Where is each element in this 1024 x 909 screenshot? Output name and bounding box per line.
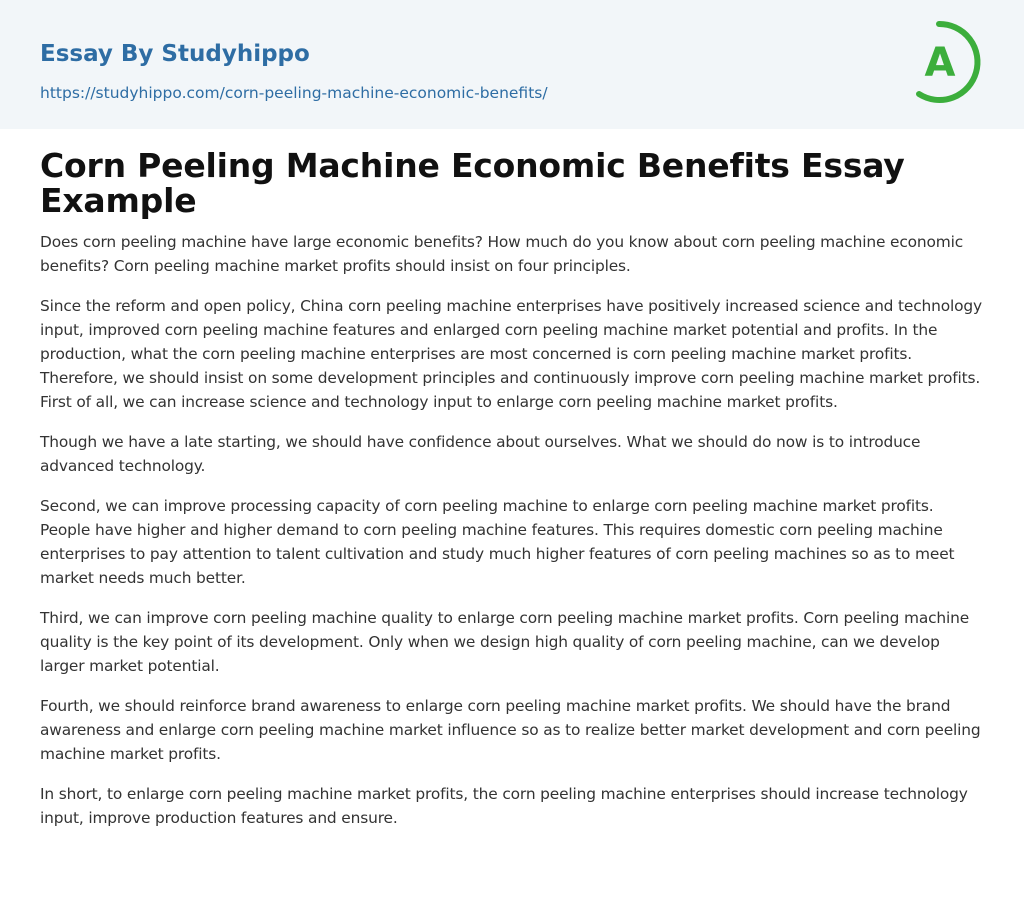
logo-letter: A: [924, 40, 956, 86]
site-brand-link[interactable]: Essay By Studyhippo: [40, 41, 310, 67]
paragraph-3: Though we have a late starting, we should have confidence about ourselves. What we should do now is to introduce advanced technology.: [40, 433, 921, 475]
paragraph-2: Since the reform and open policy, China corn peeling machine enterprises have positively increased science and technology input, improved corn peeling machine features and enlarged corn peeling machine market potential and profits. In the production, what the corn peeling machine enterprises are most concerned is corn peeling machine market profits. Therefore, we should insist on some development principles and continuously improve corn peeling machine market profits. First of all, we can increase science and technology input to enlarge corn peeling machine market profits.: [40, 297, 983, 411]
studyhippo-logo-icon[interactable]: [905, 18, 991, 106]
essay-title: Corn Peeling Machine Economic Benefits Essay Example: [40, 146, 905, 220]
paragraph-1: Does corn peeling machine have large economic benefits? How much do you know about corn peeling machine economic benefits? Corn peeling machine market profits should insist on four principles.: [40, 233, 964, 275]
paragraph-6: Fourth, we should reinforce brand awareness to enlarge corn peeling machine market profits. We should have the brand awareness and enlarge corn peeling machine market influence so as to realize better market development and corn peeling machine market profits.: [40, 697, 981, 763]
paragraph-7: In short, to enlarge corn peeling machine market profits, the corn peeling machine enterprises should increase technology input, improve production features and ensure.: [40, 785, 968, 827]
essay-url-link[interactable]: https://studyhippo.com/corn-peeling-machine-economic-benefits/: [40, 84, 548, 102]
page-header: [0, 0, 1024, 129]
paragraph-4: Second, we can improve processing capacity of corn peeling machine to enlarge corn peeling machine market profits. People have higher and higher demand to corn peeling machine features. This requires domestic corn peeling machine enterprises to pay attention to talent cultivation and study much higher features of corn peeling machines so as to meet market needs much better.: [40, 497, 955, 587]
paragraph-5: Third, we can improve corn peeling machine quality to enlarge corn peeling machine market profits. Corn peeling machine quality is the key point of its development. Only when we design high quality of corn peeling machine, can we develop larger market potential.: [40, 609, 970, 675]
article-content: [40, 148, 988, 830]
